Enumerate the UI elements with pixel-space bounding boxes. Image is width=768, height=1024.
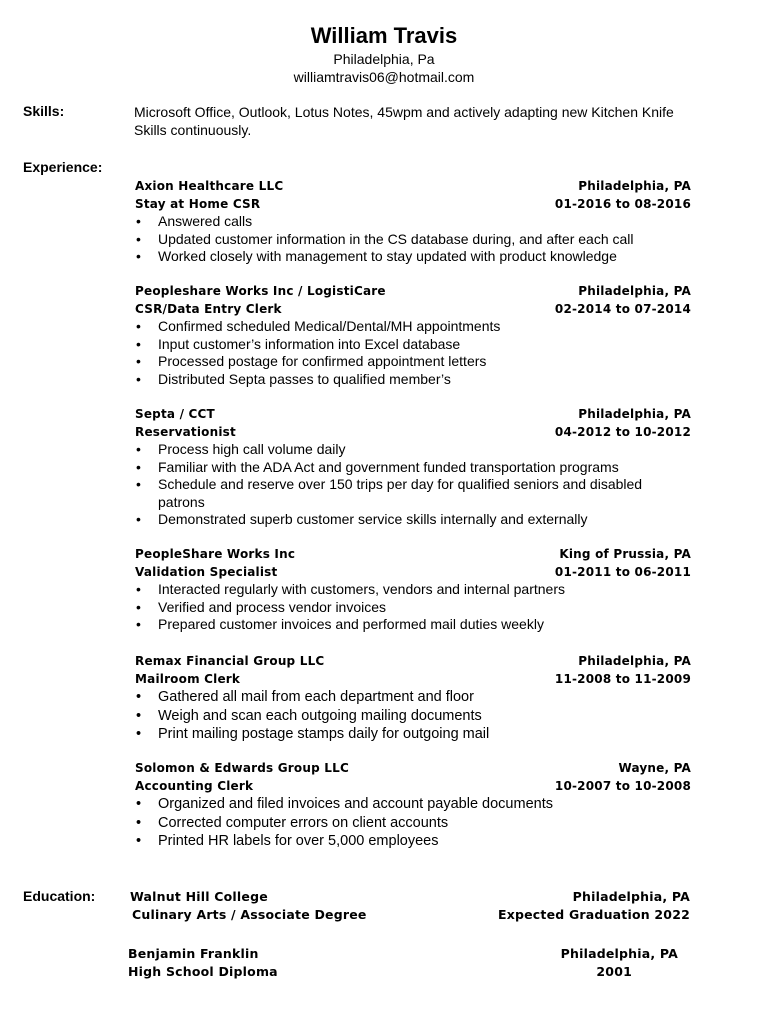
job-title: Stay at Home CSR — [135, 197, 261, 211]
job-bullet: • Distributed Septa passes to qualified member’s — [135, 371, 691, 389]
school-degree: Culinary Arts / Associate Degree — [132, 907, 367, 922]
job-company: Axion Healthcare LLC — [135, 179, 284, 193]
job-entry — [135, 545, 691, 634]
school-location: Philadelphia, PA — [572, 889, 690, 904]
job-bullet: • Print mailing postage stamps daily for outgoing mail — [135, 725, 691, 744]
job-company: Solomon & Edwards Group LLC — [135, 761, 349, 775]
job-title: Reservationist — [135, 425, 236, 439]
job-bullet: • Confirmed scheduled Medical/Dental/MH appointments — [135, 318, 691, 336]
job-bullet: • Input customer’s information into Excel database — [135, 336, 691, 354]
job-bullet: • Process high call volume daily — [135, 441, 691, 459]
job-bullets — [135, 318, 691, 388]
job-bullet: • Answered calls — [135, 213, 691, 231]
school-date: Expected Graduation 2022 — [497, 907, 690, 922]
candidate-name: William Travis — [310, 23, 458, 48]
job-bullets — [135, 213, 691, 266]
job-bullet: • Gathered all mail from each department and floor — [135, 688, 691, 707]
job-entry — [135, 405, 691, 529]
candidate-email: williamtravis06@hotmail.com — [293, 69, 475, 85]
school-degree: High School Diploma — [128, 964, 278, 979]
experience-label: Experience: — [23, 159, 103, 175]
job-entry — [135, 759, 691, 851]
job-bullet: • Processed postage for confirmed appointment letters — [135, 353, 691, 371]
skills-text — [134, 103, 734, 139]
job-bullets — [135, 441, 691, 529]
job-title: Accounting Clerk — [135, 779, 254, 793]
job-location: Philadelphia, PA — [578, 284, 691, 298]
job-location: Wayne, PA — [618, 761, 691, 775]
job-bullet: • Demonstrated superb customer service skills internally and externally — [135, 511, 691, 529]
job-location: Philadelphia, PA — [578, 179, 691, 193]
job-bullet: • Corrected computer errors on client accounts — [135, 814, 691, 833]
skills-label: Skills: — [23, 103, 65, 119]
skills-line: Skills continuously. — [134, 122, 252, 138]
job-company: Septa / CCT — [135, 407, 215, 421]
school-date: 2001 — [596, 964, 632, 979]
skills-line: Microsoft Office, Outlook, Lotus Notes, 45wpm and actively adapting new Kitchen Knife — [134, 104, 674, 120]
job-entry — [135, 177, 691, 266]
candidate-location: Philadelphia, Pa — [333, 51, 435, 67]
job-dates: 01-2011 to 06-2011 — [554, 565, 691, 579]
job-dates: 04-2012 to 10-2012 — [554, 425, 691, 439]
job-bullet: • Verified and process vendor invoices — [135, 599, 691, 617]
school-name: Walnut Hill College — [130, 889, 268, 904]
job-dates: 02-2014 to 07-2014 — [554, 302, 691, 316]
job-company: Peopleshare Works Inc / LogistiCare — [135, 284, 386, 298]
job-dates: 11-2008 to 11-2009 — [554, 672, 691, 686]
job-location: Philadelphia, PA — [578, 407, 691, 421]
job-title: CSR/Data Entry Clerk — [135, 302, 282, 316]
education-label: Education: — [23, 888, 96, 904]
job-bullet: • Prepared customer invoices and performed mail duties weekly — [135, 616, 691, 634]
job-company: PeopleShare Works Inc — [135, 547, 296, 561]
job-bullets — [135, 795, 691, 851]
job-location: Philadelphia, PA — [578, 654, 691, 668]
job-entry — [135, 282, 691, 388]
job-dates: 01-2016 to 08-2016 — [554, 197, 691, 211]
resume-header — [0, 22, 768, 86]
job-title: Validation Specialist — [135, 565, 278, 579]
job-bullets — [135, 581, 691, 634]
job-bullet: • Updated customer information in the CS database during, and after each call — [135, 231, 691, 249]
school-location: Philadelphia, PA — [560, 946, 678, 961]
job-bullet: • Schedule and reserve over 150 trips per day for qualified seniors and disabled patrons — [135, 476, 691, 511]
job-entry — [135, 652, 691, 744]
job-bullet: • Worked closely with management to stay updated with product knowledge — [135, 248, 691, 266]
school-name: Benjamin Franklin — [128, 946, 259, 961]
job-bullet: • Interacted regularly with customers, vendors and internal partners — [135, 581, 691, 599]
job-company: Remax Financial Group LLC — [135, 654, 325, 668]
job-bullet: • Organized and filed invoices and account payable documents — [135, 795, 691, 814]
job-location: King of Prussia, PA — [559, 547, 691, 561]
job-bullets — [135, 688, 691, 744]
job-bullet: • Familiar with the ADA Act and government funded transportation programs — [135, 459, 691, 477]
job-dates: 10-2007 to 10-2008 — [554, 779, 691, 793]
job-bullet: • Printed HR labels for over 5,000 employees — [135, 832, 691, 851]
education-entry — [128, 945, 678, 981]
job-bullet: • Weigh and scan each outgoing mailing documents — [135, 707, 691, 726]
job-title: Mailroom Clerk — [135, 672, 241, 686]
education-entry — [130, 888, 690, 924]
